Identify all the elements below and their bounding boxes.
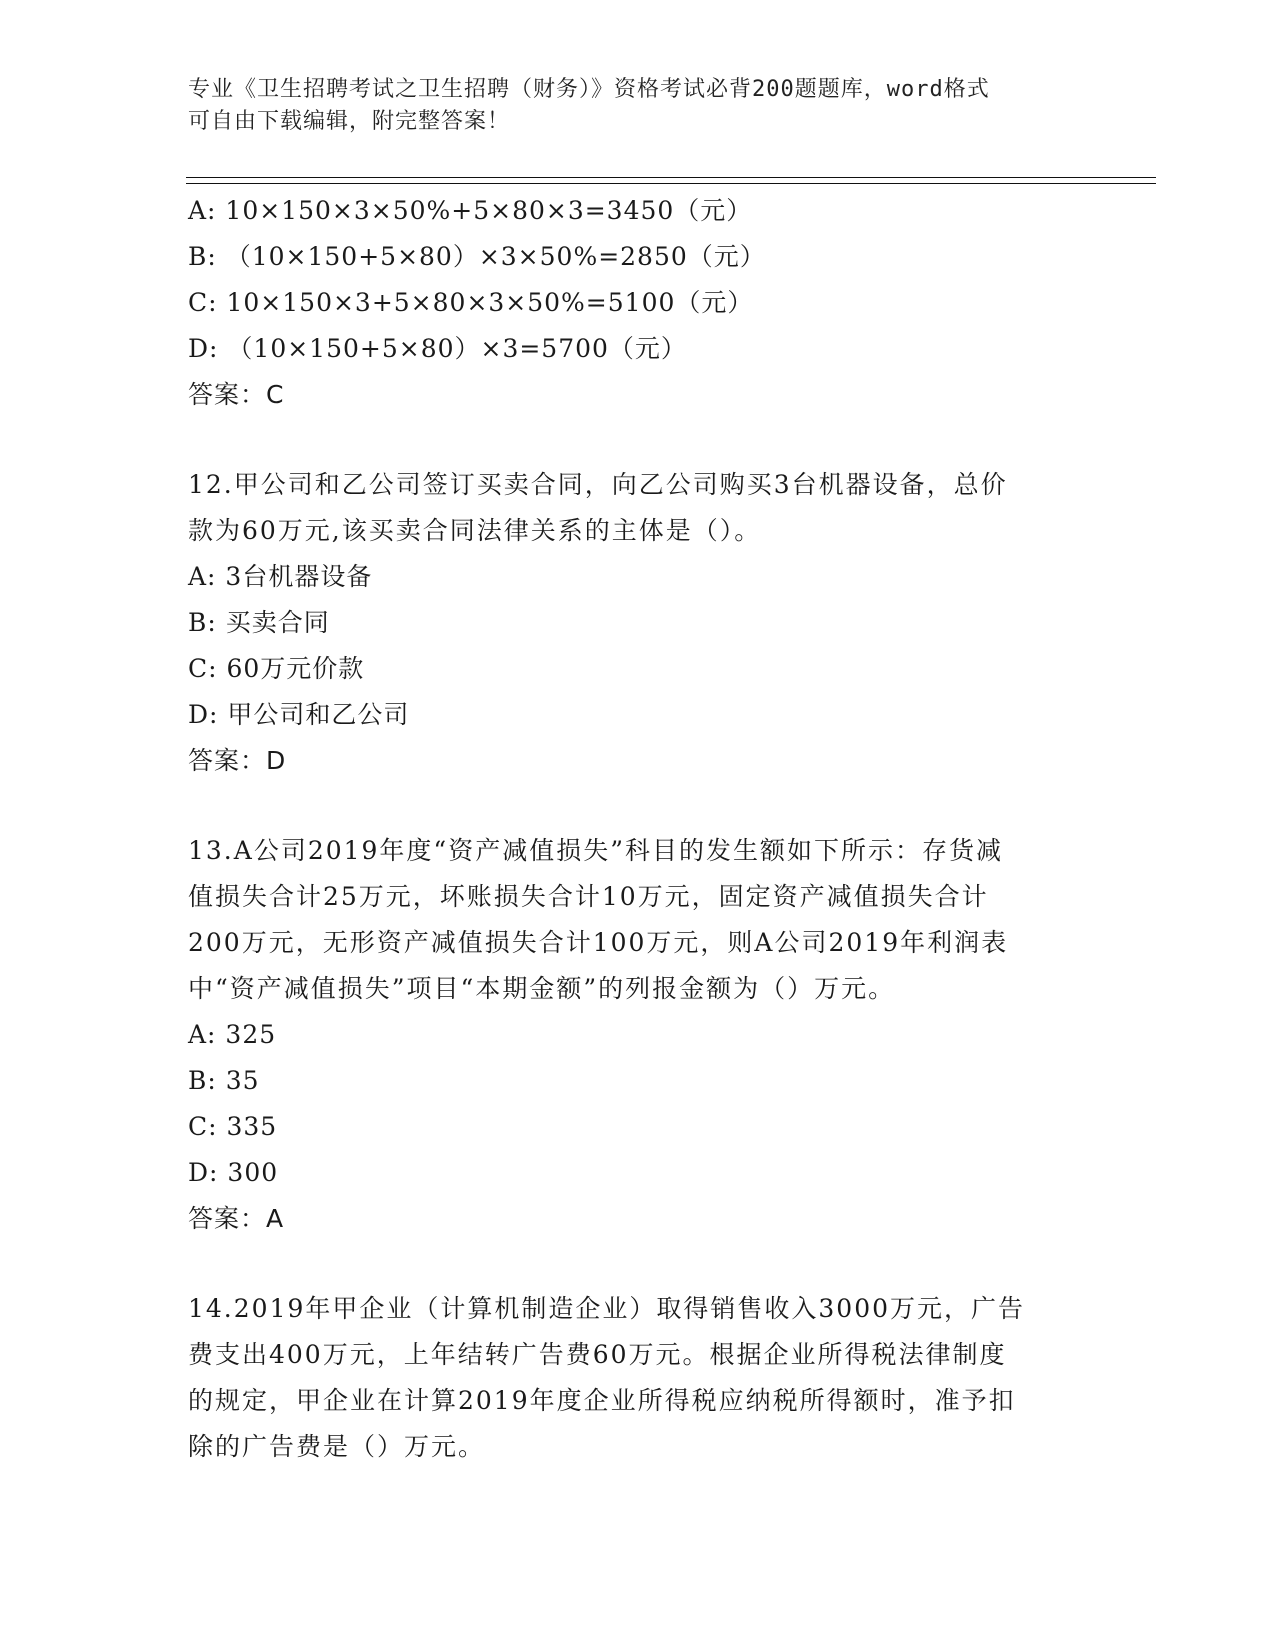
question-content [188, 188, 1088, 1470]
option-a: A: 325 [188, 1020, 277, 1049]
question-12-block [188, 462, 1088, 784]
option-d: D: 300 [188, 1158, 279, 1187]
header-title-line-2: 可自由下载编辑，附完整答案！ [188, 109, 511, 134]
question-text-line: 款为60万元,该买卖合同法律关系的主体是（）。 [188, 516, 762, 545]
document-header [188, 74, 1088, 138]
option-d: D: 甲公司和乙公司 [188, 700, 410, 729]
option-d: D: （10×150+5×80）×3=5700（元） [188, 334, 687, 363]
header-title-line-1: 专业《卫生招聘考试之卫生招聘（财务）》资格考试必背200题题库，word格式 [188, 77, 990, 102]
question-11-block [188, 188, 1088, 418]
option-a: A: 10×150×3×50%+5×80×3=3450（元） [188, 196, 753, 225]
option-b: B: （10×150+5×80）×3×50%=2850（元） [188, 242, 766, 271]
question-text-line: 除的广告费是（）万元。 [188, 1432, 486, 1461]
question-text-line: 费支出400万元，上年结转广告费60万元。根据企业所得税法律制度 [188, 1340, 1007, 1369]
question-text-line: 12.甲公司和乙公司签订买卖合同，向乙公司购买3台机器设备，总价 [188, 470, 1008, 499]
option-b: B: 买卖合同 [188, 608, 330, 637]
option-c: C: 335 [188, 1112, 278, 1141]
answer-line: 答案：C [188, 380, 285, 409]
question-text-line: 的规定，甲企业在计算2019年度企业所得税应纳税所得额时，准予扣 [188, 1386, 1016, 1415]
option-c: C: 10×150×3+5×80×3×50%=5100（元） [188, 288, 754, 317]
header-divider-top [186, 177, 1156, 178]
question-text-line: 14.2019年甲企业（计算机制造企业）取得销售收入3000万元，广告 [188, 1294, 1026, 1323]
question-13-block [188, 828, 1088, 1242]
question-text-line: 13.A公司2019年度“资产减值损失”科目的发生额如下所示：存货减 [188, 836, 1003, 865]
answer-line: 答案：A [188, 1204, 285, 1233]
question-14-block [188, 1286, 1088, 1470]
option-a: A: 3台机器设备 [188, 562, 373, 591]
question-text-line: 200万元，无形资产减值损失合计100万元，则A公司2019年利润表 [188, 928, 1009, 957]
question-text-line: 中“资产减值损失”项目“本期金额”的列报金额为（）万元。 [188, 974, 896, 1003]
question-text-line: 值损失合计25万元，坏账损失合计10万元，固定资产减值损失合计 [188, 882, 989, 911]
option-c: C: 60万元价款 [188, 654, 365, 683]
answer-line: 答案：D [188, 746, 287, 775]
header-divider-bottom [186, 183, 1156, 184]
option-b: B: 35 [188, 1066, 260, 1095]
